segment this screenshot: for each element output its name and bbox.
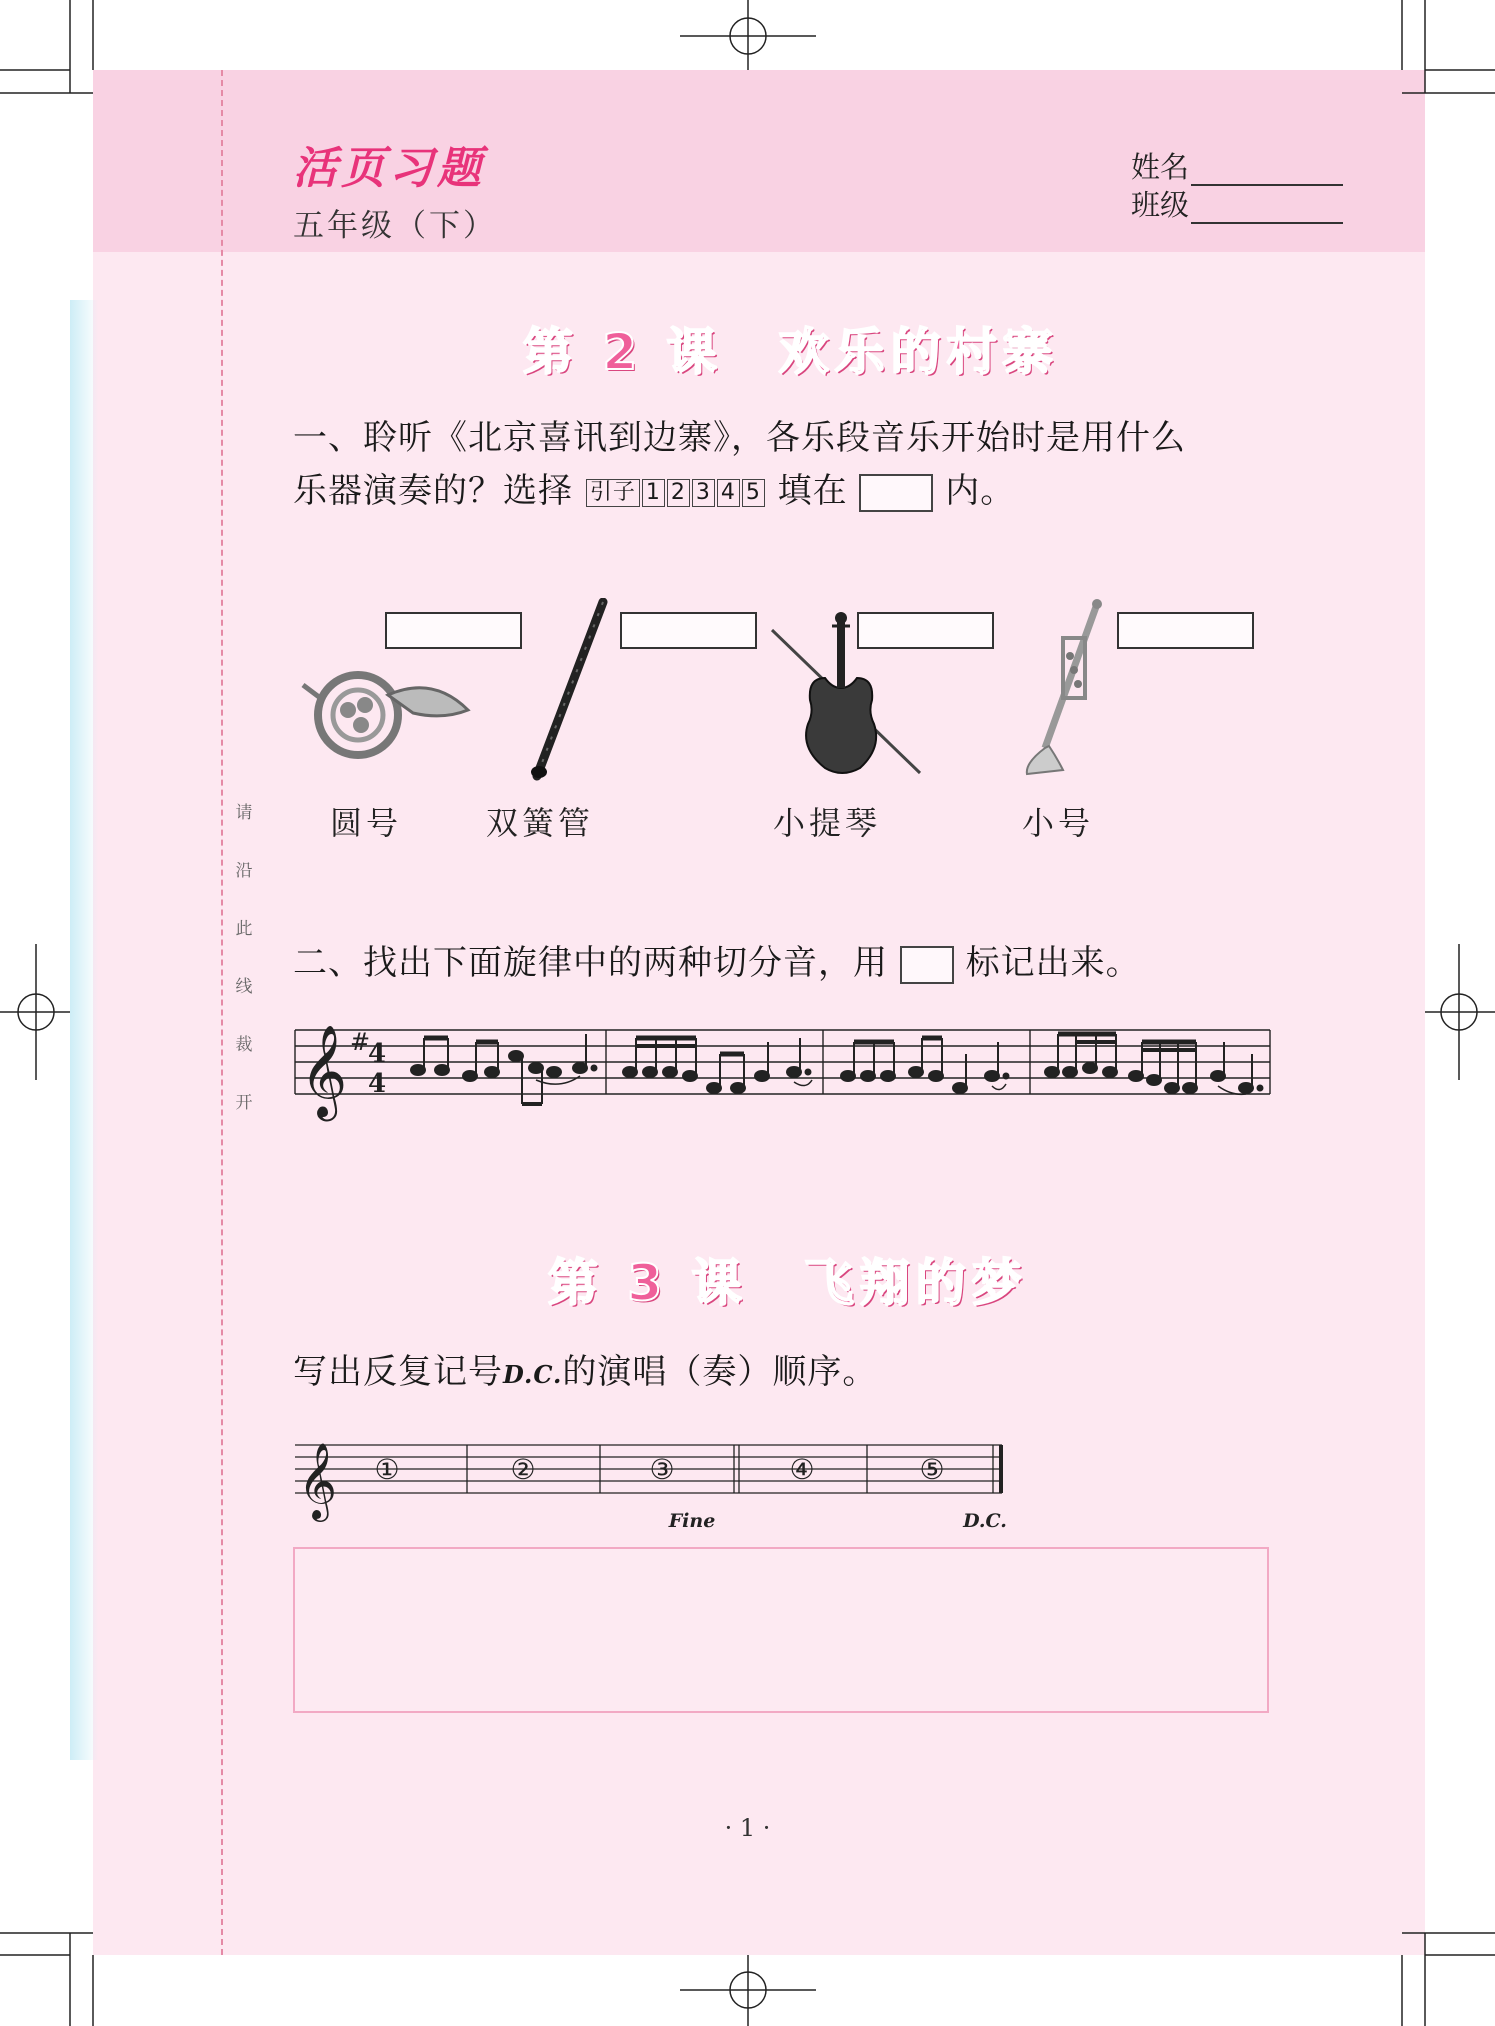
label-violin: 小提琴 bbox=[773, 804, 882, 842]
option-3: 3 bbox=[692, 479, 715, 507]
answer-writing-area[interactable] bbox=[293, 1547, 1269, 1713]
oboe-icon bbox=[525, 598, 615, 783]
cut-char: 请 bbox=[235, 803, 253, 823]
brand-title: 活页习题 bbox=[293, 143, 485, 194]
dc-symbol: D.C. bbox=[503, 1360, 563, 1389]
trumpet-icon bbox=[1015, 598, 1110, 778]
answer-box-horn[interactable] bbox=[385, 612, 522, 649]
name-field[interactable] bbox=[1131, 145, 1343, 186]
sample-box bbox=[859, 474, 933, 512]
answer-box-trumpet[interactable] bbox=[1117, 612, 1254, 649]
class-field[interactable] bbox=[1131, 183, 1343, 224]
q1-line2 bbox=[293, 463, 1015, 512]
page-number: · 1 · bbox=[724, 1814, 771, 1842]
measure-1: ① bbox=[374, 1453, 400, 1486]
option-1: 1 bbox=[642, 479, 665, 507]
mark-box-sample bbox=[900, 946, 954, 984]
option-intro: 引子 bbox=[586, 479, 640, 507]
q1-line2-prefix: 乐器演奏的？选择 bbox=[293, 471, 573, 511]
option-4: 4 bbox=[717, 479, 740, 507]
q2-text bbox=[293, 935, 1141, 984]
cut-char: 裁 bbox=[235, 1035, 253, 1055]
lesson3-title: 第 3 课 飞翔的梦 bbox=[548, 1254, 1028, 1312]
measure-2: ② bbox=[510, 1453, 536, 1486]
label-horn: 圆号 bbox=[330, 804, 403, 842]
instruction-suffix: 的演唱（奏）顺序。 bbox=[562, 1352, 878, 1392]
french-horn-icon bbox=[293, 655, 473, 775]
q1-line1: 一、聆听《北京喜讯到边寨》，各乐段音乐开始时是用什么 bbox=[293, 418, 1186, 458]
fine-label: Fine bbox=[668, 1510, 716, 1532]
measure-5: ⑤ bbox=[919, 1453, 945, 1486]
lesson3-instruction bbox=[293, 1344, 877, 1393]
lesson2-title: 第 2 课 欢乐的村寨 bbox=[523, 323, 1059, 381]
instruction-prefix: 写出反复记号 bbox=[293, 1352, 503, 1392]
answer-box-oboe[interactable] bbox=[620, 612, 757, 649]
dc-label: D.C. bbox=[963, 1510, 1007, 1532]
grade-label: 五年级（下） bbox=[293, 208, 497, 244]
cut-char: 此 bbox=[235, 919, 253, 939]
option-2: 2 bbox=[667, 479, 690, 507]
violin-icon bbox=[770, 608, 930, 783]
name-line[interactable] bbox=[1191, 158, 1343, 186]
q1-line2-suffix: 内。 bbox=[945, 471, 1016, 511]
treble-clef-icon: 𝄞 bbox=[298, 1442, 338, 1519]
repeat-staff bbox=[290, 1425, 1010, 1535]
q2-prefix: 二、找出下面旋律中的两种切分音，用 bbox=[293, 943, 888, 983]
option-5: 5 bbox=[742, 479, 765, 507]
time-sig-bottom: 4 bbox=[368, 1069, 387, 1099]
name-label: 姓名 bbox=[1131, 150, 1190, 184]
measure-4: ④ bbox=[789, 1453, 815, 1486]
label-oboe: 双簧管 bbox=[486, 804, 595, 842]
class-label: 班级 bbox=[1131, 188, 1190, 222]
q1-line2-mid: 填在 bbox=[777, 471, 848, 511]
time-sig-top: 4 bbox=[368, 1039, 387, 1069]
measure-3: ③ bbox=[649, 1453, 675, 1486]
treble-clef-icon: 𝄞 bbox=[300, 1024, 348, 1117]
key-sharp: # bbox=[350, 1028, 371, 1056]
melody-staff bbox=[290, 1010, 1280, 1130]
cut-char: 沿 bbox=[235, 861, 253, 881]
q2-suffix: 标记出来。 bbox=[965, 943, 1141, 983]
label-trumpet: 小号 bbox=[1022, 804, 1095, 842]
class-line[interactable] bbox=[1191, 196, 1343, 224]
cut-char: 开 bbox=[235, 1093, 253, 1113]
cut-char: 线 bbox=[235, 977, 253, 997]
